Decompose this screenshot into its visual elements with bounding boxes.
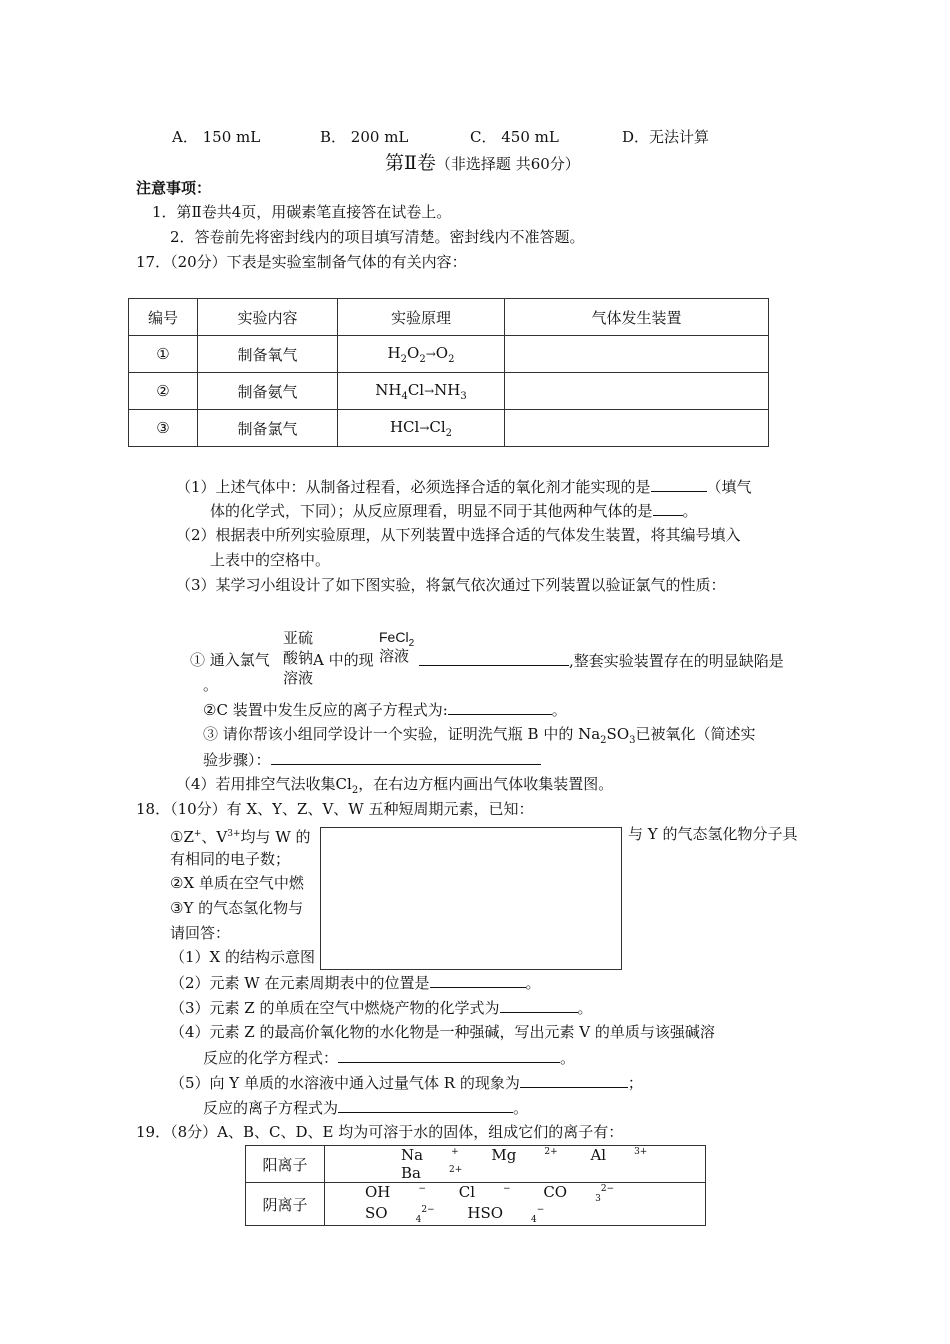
header-cell: 实验内容 [198,299,338,336]
ion-ba: Ba $^{2+}$ [401,1164,463,1182]
q18-part4-line2: 反应的化学方程式： 。 [203,1049,576,1067]
part-title [385,151,580,176]
q17-sub2-line1: （2）根据表中所列实验原理，从下列装置中选择合适的气体发生装置，将其编号填入 [176,526,741,544]
q18-ask: 请回答： [170,924,231,942]
label-na2so3-line1: 亚硫 [283,629,314,647]
q17-sub2-line2: 上表中的空格中。 [210,551,331,569]
row-content: 制备氨气 [198,373,338,410]
cation-label: 阳离子 [246,1146,325,1183]
answer-blank[interactable] [271,749,541,765]
option-d: D．无法计算 [622,128,710,146]
cation-values [325,1146,706,1183]
q17-sub4: （4）若用排空气法收集$Cl_2$，在右边方框内画出气体收集装置图。 [176,775,614,796]
option-b: B． 200 mL [320,128,409,146]
answer-blank[interactable] [448,699,552,715]
anion-row [246,1183,706,1226]
option-a: A． 150 mL [172,128,261,146]
q17-sub1-line2: 体的化学式，下同）；从反应原理看，明显不同于其他两种气体的是 。 [210,502,698,520]
answer-blank[interactable] [651,476,707,492]
q17-sub1-line1: （1）上述气体中：从制备过程看，必须选择合适的氧化剂才能实现的是 （填气 [176,478,752,496]
ion-so4: SO $_4^{2-}$ [365,1204,435,1225]
answer-blank[interactable] [419,650,569,666]
label-fecl2: FeCl$_2$ [379,629,415,649]
notice-heading: 注意事项： [136,179,212,197]
q17-sub3: （3）某学习小组设计了如下图实验，将氯气依次通过下列装置以验证氯气的性质： [176,576,726,594]
q18-cond3: ③Y 的气态氢化物与 [170,899,304,917]
header-cell: 编号 [129,299,198,336]
q17-sub3-2: ②C 装置中发生反应的离子方程式为: 。 [203,701,567,719]
q18-part5-line2: 反应的离子方程式为 。 [203,1099,529,1117]
q17-sub3-1-d: 。 [203,676,219,694]
notice-item-1: 1．第Ⅱ卷共4页，用碳素笔直接答在试卷上。 [152,203,452,221]
answer-blank[interactable] [653,500,683,516]
q18-part4-line1: （4）元素 Z 的最高价氧化物的水化物是一种强碱，写出元素 V 的单质与该强碱溶 [170,1023,715,1041]
q17-stem: 17．（20分）下表是实验室制备气体的有关内容： [136,253,467,271]
table-row [129,373,769,410]
q19-stem: 19．（8分）A、B、C、D、E 均为可溶于水的固体，组成它们的离子有： [136,1123,624,1141]
row-number: ② [129,373,198,410]
table-header-row [129,299,769,336]
ion-mg: Mg $^{2+}$ [491,1146,558,1164]
drawing-answer-box[interactable] [320,827,622,970]
row-principle: $HCl\to Cl_2$ [338,410,505,447]
row-number: ① [129,336,198,373]
q17-sub3-3-line1: ③ 请你帮该小组同学设计一个实验，证明洗气瓶 B 中的 $Na_2SO_3$已被氧化（简述实 [203,725,756,746]
q18-part3: （3）元素 Z 的单质在空气中燃烧产物的化学式为 。 [170,999,593,1017]
row-apparatus-blank [505,410,769,447]
q17-sub3-3-line2: 验步骤）： [203,749,541,770]
q17-sub3-1-c: ,整套实验装置存在的明显缺陷是 [419,650,784,671]
part-title-main: 第Ⅱ卷 [385,152,436,174]
q17-sub3-1-a: ① 通入氯气 [190,651,270,669]
row-principle: $H_2O_2\to O_2$ [338,336,505,373]
table-row [129,336,769,373]
ion-al: Al $^{3+}$ [590,1146,648,1164]
row-principle: $NH_4Cl\to NH_3$ [338,373,505,410]
ion-co3: CO $_3^{2-}$ [543,1183,615,1204]
part-title-sub: （非选择题 共60分） [435,155,580,173]
gas-prep-table [128,298,769,447]
option-c: C． 450 mL [470,128,559,146]
row-content: 制备氯气 [198,410,338,447]
q18-part2: （2）元素 W 在元素周期表中的位置是 。 [170,974,541,992]
q18-cond1-line2: 有相同的电子数； [170,850,291,868]
q18-stem: 18．（10分）有 X、Y、Z、V、W 五种短周期元素，已知： [136,800,534,818]
answer-blank[interactable] [500,997,578,1013]
q18-part5-line1: （5）向 Y 单质的水溶液中通入过量气体 R 的现象为 ； [170,1074,643,1092]
table-row [129,410,769,447]
header-cell: 气体发生装置 [505,299,769,336]
ion-cl: Cl − [458,1183,511,1201]
row-number: ③ [129,410,198,447]
ion-oh: OH − [365,1183,426,1201]
label-na2so3-line3: 溶液 [283,669,314,687]
q18-cond2: ②X 单质在空气中燃 [170,874,304,892]
ion-na: Na + [401,1146,459,1164]
notice-item-2: 2．答卷前先将密封线内的项目填写清楚。密封线内不准答题。 [170,228,585,246]
q18-part1: （1）X 的结构示意图 [170,948,315,966]
anion-values [325,1183,706,1226]
label-fecl2-solution: 溶液 [379,647,410,665]
ion-hso4: HSO $_4$− [467,1204,545,1225]
answer-blank[interactable] [520,1072,628,1088]
q18-cond1-line1: ①Z+、$V^{3+}$均与 W 的 [170,828,311,846]
header-cell: 实验原理 [338,299,505,336]
row-content: 制备氧气 [198,336,338,373]
anion-label: 阴离子 [246,1183,325,1226]
label-na2so3-line2: 酸钠 [283,649,314,667]
cation-row [246,1146,706,1183]
row-apparatus-blank [505,373,769,410]
ions-table [245,1145,706,1226]
answer-blank[interactable] [338,1097,513,1113]
q18-cond1-right: 与 Y 的气态氢化物分子具 [628,825,798,843]
q17-sub3-1-b: A 中的现 [313,651,374,669]
answer-blank[interactable] [430,972,526,988]
row-apparatus-blank [505,336,769,373]
answer-blank[interactable] [338,1047,560,1063]
